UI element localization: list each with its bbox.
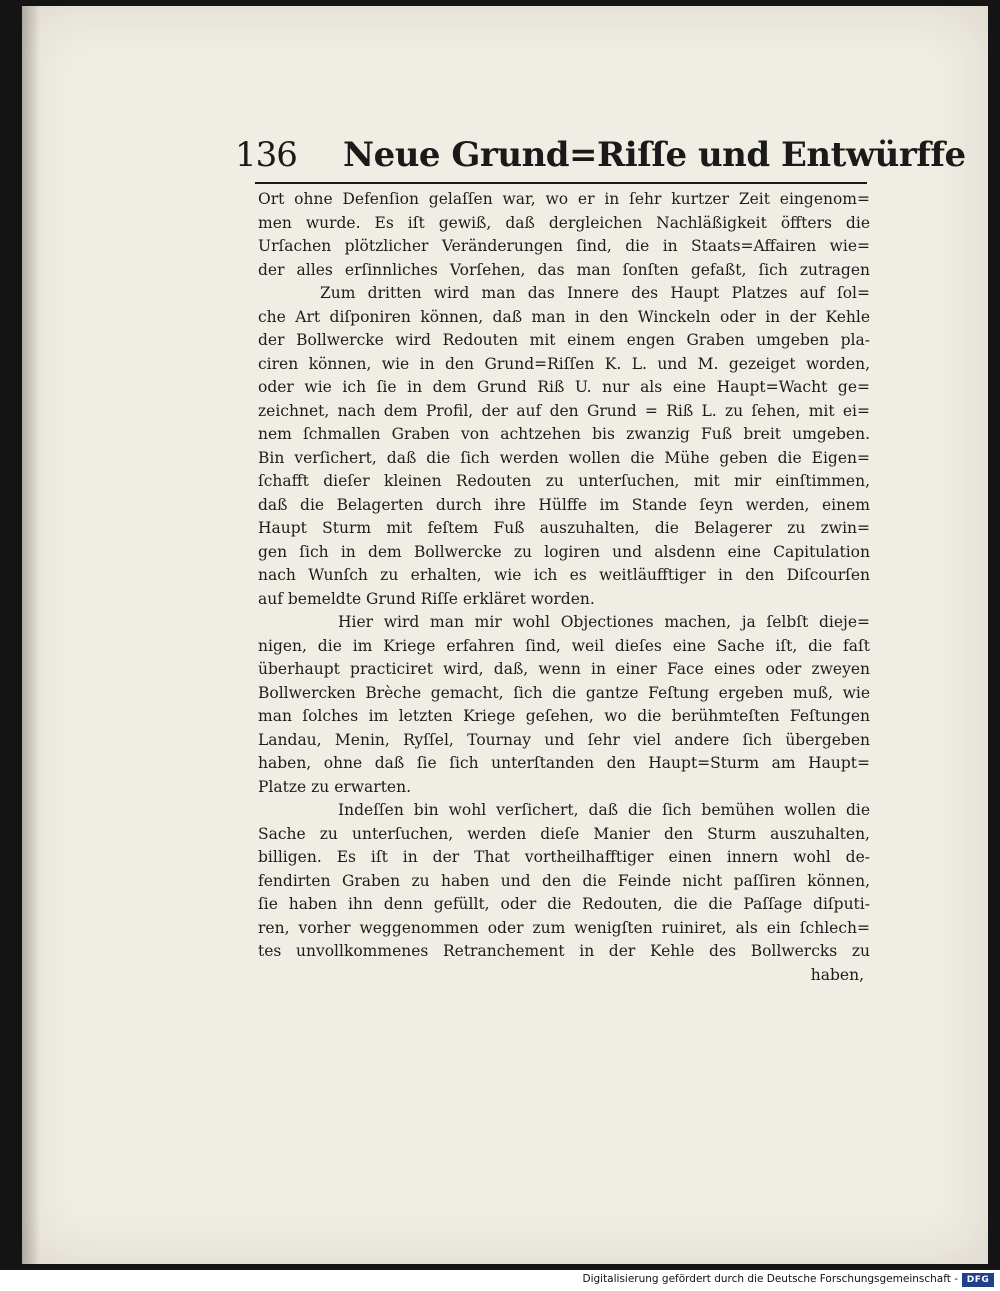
page-header: [235, 135, 966, 181]
text-line: überhaupt practiciret wird, daß, wenn in einer Face eines oder zweyen: [258, 660, 870, 678]
text-line: Zum dritten wird man das Innere des Haupt Platzes auf ſol=: [320, 284, 870, 302]
text-line: daß die Belagerten durch ihre Hülffe im Stande ſeyn werden, einem: [258, 495, 870, 514]
body-text: [258, 188, 870, 987]
text-line: ciren können, wie in den Grund=Riſſen K. L. und M. gezeiget worden,: [258, 354, 870, 373]
text-line: haben, ohne daß ſie ſich unterſtanden den Haupt=Sturm am Haupt=: [258, 754, 870, 772]
text-line: nigen, die im Kriege erfahren ſind, weil dieſes eine Sache iſt, die faſt: [258, 636, 870, 655]
running-title: Neue Grund=Riſſe und Entwürffe: [343, 135, 966, 175]
digitization-footer: [0, 1270, 1000, 1291]
catchword: haben,: [810, 965, 864, 984]
text-line: zeichnet, nach dem Profil, der auf den Grund = Riß L. zu ſehen, mit ei=: [258, 401, 870, 420]
text-line: fendirten Graben zu haben und den die Feinde nicht paſſiren können,: [258, 871, 870, 890]
text-line: auf bemeldte Grund Riſſe erkläret worden.: [258, 589, 595, 608]
text-line: Bollwercken Brèche gemacht, ſich die gantze Feſtung ergeben muß, wie: [258, 683, 870, 702]
text-line: oder wie ich ſie in dem Grund Riß U. nur als eine Haupt=Wacht ge=: [258, 378, 870, 396]
dfg-logo-icon[interactable]: DFG: [962, 1273, 994, 1287]
text-line: men wurde. Es iſt gewiß, daß dergleichen Nachläßigkeit öffters die: [258, 213, 870, 232]
text-line: ſchafft dieſer kleinen Redouten zu unterſuchen, mit mir einſtimmen,: [258, 472, 870, 490]
funding-notice: Digitalisierung gefördert durch die Deutsche Forschungsgemeinschaft -: [582, 1273, 958, 1285]
text-line: billigen. Es iſt in der That vortheilhafftiger einen innern wohl de-: [258, 848, 870, 866]
text-line: Landau, Menin, Ryſſel, Tournay und ſehr viel andere ſich übergeben: [258, 730, 870, 749]
text-line: Urſachen plötzlicher Veränderungen ſind, die in Staats=Affairen wie=: [258, 237, 870, 255]
text-line: ſie haben ihn denn gefüllt, oder die Redouten, die die Paſſage diſputi-: [258, 895, 870, 913]
text-line: che Art diſponiren können, daß man in den Winckeln oder in der Kehle: [258, 307, 870, 326]
header-rule: [255, 182, 867, 184]
text-line: nach Wunſch zu erhalten, wie ich es weitläufftiger in den Diſcourſen: [258, 566, 870, 584]
text-line: ren, vorher weggenommen oder zum wenigſten ruiniret, als ein ſchlech=: [258, 918, 870, 937]
text-line: Hier wird man mir wohl Objectiones machen, ja ſelbſt dieje=: [338, 613, 870, 631]
text-line: Indeſſen bin wohl verſichert, daß die ſich bemühen wollen die: [338, 801, 870, 819]
text-line: tes unvollkommenes Retranchement in der Kehle des Bollwercks zu: [258, 942, 870, 960]
text-line: der Bollwercke wird Redouten mit einem engen Graben umgeben pla-: [258, 331, 870, 349]
text-line: man ſolches im letzten Kriege geſehen, wo die berühmteſten Feſtungen: [258, 707, 870, 725]
text-line: gen ſich in dem Bollwercke zu logiren und alsdenn eine Capitulation: [258, 542, 870, 561]
text-line: nem ſchmallen Graben von achtzehen bis zwanzig Fuß breit umgeben.: [258, 425, 870, 443]
text-line: Sache zu unterſuchen, werden dieſe Manier den Sturm auszuhalten,: [258, 824, 870, 843]
page-gutter-shadow: [22, 6, 40, 1264]
text-line: Bin verſichert, daß die ſich werden wollen die Mühe geben die Eigen=: [258, 448, 870, 467]
text-line: Platze zu erwarten.: [258, 777, 412, 796]
page-number: 136: [235, 135, 297, 175]
text-line: Haupt Sturm mit feſtem Fuß auszuhalten, die Belagerer zu zwin=: [258, 519, 870, 537]
text-line: der alles erſinnliches Vorſehen, das man ſonſten gefaßt, ſich zutragen: [258, 260, 870, 279]
text-line: Ort ohne Defenſion gelaſſen war, wo er in ſehr kurtzer Zeit eingenom=: [258, 190, 870, 208]
